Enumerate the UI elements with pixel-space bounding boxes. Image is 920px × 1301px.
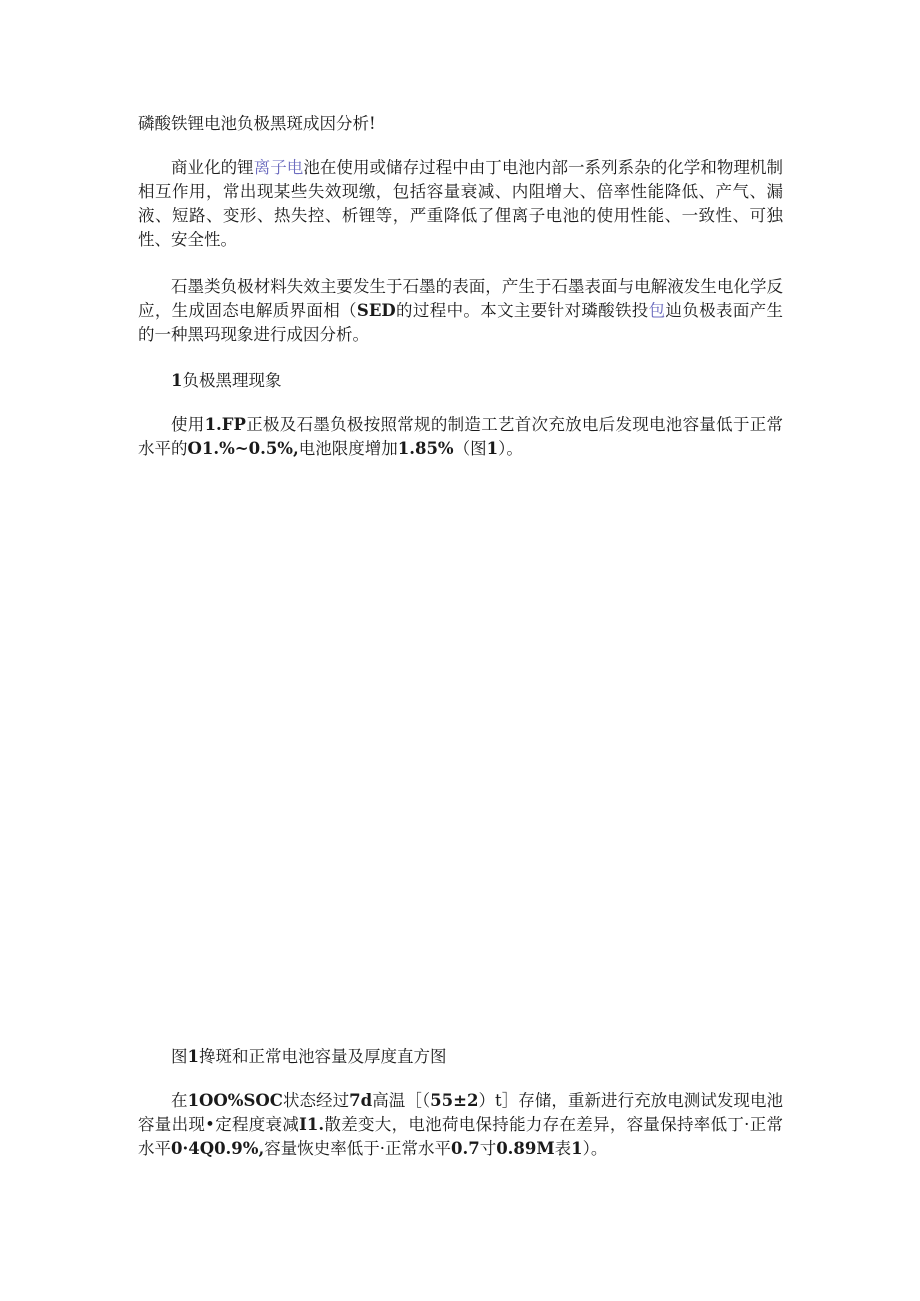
p3-b4: 1 [486, 439, 499, 458]
caption-t1: 图 [171, 1047, 188, 1066]
figure-placeholder [138, 475, 783, 1030]
p4-t1: 在 [171, 1091, 188, 1110]
p2-text-middle: 的过程中。本文主要针对璘酸铁投 [395, 301, 649, 320]
section-title: 负极黑理现象 [182, 371, 282, 390]
p4-t9: ）。 [582, 1139, 608, 1158]
p4-t8: 表 [554, 1139, 572, 1158]
p4-b6: 0.7 [450, 1139, 480, 1158]
p2-bold-sed: SED [356, 301, 396, 320]
p3-t3: 电池限度增加 [298, 439, 398, 458]
battery-link[interactable]: 包 [648, 301, 666, 320]
p4-t6: 容量恢史率低于·正常水平 [264, 1139, 451, 1158]
p4-t3: 高温［（ [372, 1091, 431, 1110]
p3-b3: 1.85% [397, 439, 454, 458]
p2-text-before: 石墨类负极材料失效主要发生于石墨的表面，产生于石墨表面与电解液发生电化学反应，生成固态电解质界面相（ [138, 277, 783, 320]
figure-caption [171, 1045, 446, 1069]
p4-b8: 1 [571, 1139, 583, 1158]
caption-b1: 1 [187, 1047, 199, 1066]
document-title: 磷酸铁锂电池负极黑斑成因分析! [138, 114, 376, 133]
p4-b3: 55±2 [430, 1091, 479, 1110]
caption-t2: 搀斑和正常电池容量及厚度直方图 [198, 1047, 447, 1066]
p4-b1: 1OO%SOC [187, 1091, 283, 1110]
paragraph-graphite [138, 275, 783, 347]
paragraph-intro [138, 156, 783, 252]
p3-t1: 使用 [171, 415, 205, 434]
lithium-ion-link[interactable]: 离子电 [253, 158, 304, 177]
paragraph-storage [138, 1089, 783, 1161]
p4-t4: ）t］存储，重新进行充放电测试发现电池容量出现•定程度衰减 [138, 1091, 784, 1134]
p4-t5: 散差变大，电池荷电保持能力存在差异，容量保持率低丁·正常水平 [138, 1115, 784, 1158]
p4-b7: 0.89M [496, 1139, 555, 1158]
p3-b1: 1.FP [204, 415, 246, 434]
p3-b2: O1.%~0.5%, [187, 439, 299, 458]
p4-b4: I1. [299, 1115, 325, 1134]
p3-t2: 正极及石墨负极按照常规的制造工艺首次充放电后发现电池容量低于正常水平的 [138, 415, 784, 458]
section-number: 1 [171, 371, 183, 390]
p3-t4: （图 [453, 439, 487, 458]
p2-text-after: 辿负极表面产生的一种黑玛现象进行成因分析。 [138, 301, 784, 344]
p1-text-before: 商业化的锂 [171, 158, 254, 177]
p4-t7: 寸 [479, 1139, 497, 1158]
p4-b2: 7d [349, 1091, 373, 1110]
section-heading-1 [171, 369, 281, 393]
p1-text-after: 池在使用或储存过程中由丁电池内部一系列系杂的化学和物理机制相互作用，常出现某些失效现缴，包括容量衰减、内阻增大、倍率性能降低、产气、漏液、短路、变形、热失控、析锂等，严重降低了俚离子电池的使用性能、一致性、可独性、安全性。 [138, 158, 784, 249]
p4-b5: 0·4Q0.9%, [171, 1139, 265, 1158]
paragraph-phenomenon [138, 413, 783, 461]
p4-t2: 状态经过 [282, 1091, 350, 1110]
p3-t5: ）。 [498, 439, 523, 458]
